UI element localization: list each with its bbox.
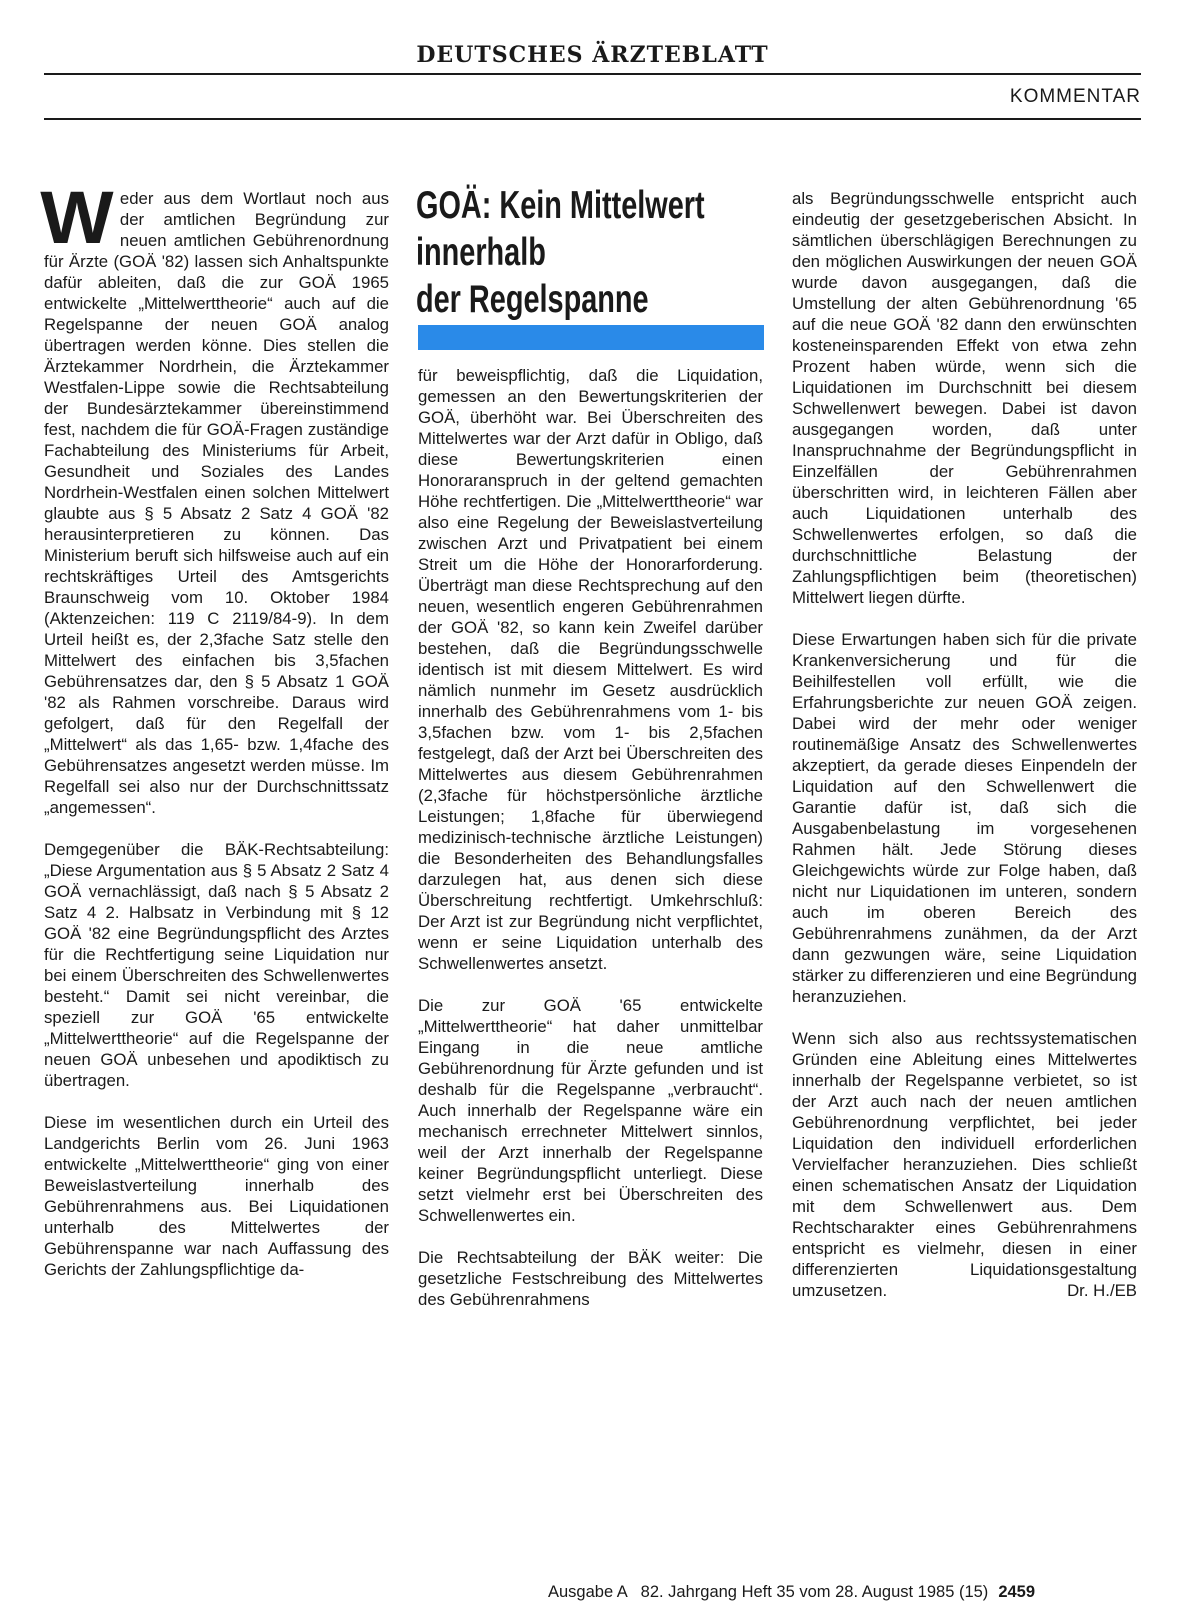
article-headline	[416, 182, 705, 323]
article-column-3	[792, 188, 1137, 1322]
article-column-1	[40, 176, 389, 1301]
issue-info: Ausgabe A 82. Jahrgang Heft 35 vom 28. August 1985 (15)	[548, 1583, 989, 1601]
headline-line: innerhalb	[416, 231, 546, 274]
paragraph	[792, 1028, 1137, 1301]
paragraph: Die zur GOÄ '65 entwickelte „Mittelwerttheorie“ hat daher unmittelbar Eingang in die neue amtliche Gebührenordnung für Ärzte gefunden und ist deshalb für die Regelspanne „verbraucht“. Auch innerhalb der Regelspanne wäre ein mechanisch errechneter Mittelwert sinnlos, weil der Arzt innerhalb der Regelspanne keiner Begründungspflicht unterliegt. Diese setzt vielmehr erst bei Überschreiten des Schwellenwertes ein.	[418, 996, 763, 1225]
paragraph: für beweispflichtig, daß die Liquidation, gemessen an den Bewertungskriterien der GOÄ, überhöht war. Bei Überschreiten des Mittelwertes war der Arzt dafür in Obligo, daß diese Bewertungskriterien einen Honoraranspruch in der geltend gemachten Höhe rechtfertigen. Die „Mittelwerttheorie“ war also eine Regelung der Beweislastverteilung zwischen Arzt und Privatpatient bei einem Streit um die Höhe der Honorarforderung. Überträgt man diese Rechtsprechung auf den neuen, wesentlich engeren Gebührenrahmen der GOÄ '82, so kann kein Zweifel darüber bestehen, daß die Begründungsschwelle identisch ist mit diesem Mittelwert. Es wird nämlich nunmehr im Gesetz ausdrücklich innerhalb des Gebührenrahmens vom 1- bis 3,5fachen bzw. vom 1- bis 2,5fachen festgelegt, daß der Arzt bei Überschreiten des Mittelwertes aus diesem Gebührenrahmen (2,3fache für höchstpersönliche ärztliche Leistungen; 1,8fache für überwiegend medizinisch-technische ärztliche Leistungen) die Besonderheiten des Behandlungsfalles darzulegen hat, aus denen sich diese Überschreitung rechtfertigt. Umkehrschluß: Der Arzt ist zur Begründung nicht verpflichtet, wenn er seine Liquidation unterhalb des Schwellenwertes ansetzt.	[418, 366, 763, 973]
article-column-2	[418, 365, 763, 1331]
paragraph-text: eder aus dem Wortlaut noch aus der amtlichen Begründung zur neuen amtlichen Gebührenordnung für Ärzte (GOÄ '82) lassen sich Anhaltspunkte dafür ableiten, daß die zur GOÄ 1965 entwickelte „Mittelwerttheorie“ auch auf die Regelspanne der neuen GOÄ analog übertragen werden könne. Dies stellen die Ärztekammer Nordrhein, die Ärztekammer Westfalen-Lippe sowie die Rechtsabteilung der Bundesärztekammer übereinstimmend fest, nachdem die für GOÄ-Fragen zuständige Fachabteilung des Ministeriums für Arbeit, Gesundheit und Soziales des Landes Nordrhein-Westfalen einen solchen Mittelwert glaubte aus § 5 Absatz 2 Satz 4 GOÄ '82 herausinterpretieren zu können. Das Ministerium beruft sich hilfsweise auch auf ein rechtskräftiges Urteil des Amtsgerichts Braunschweig vom 10. Oktober 1984 (Aktenzeichen: 119 C 2119/84-9). In dem Urteil heißt es, der 2,3fache Satz stelle den Mittelwert des einfachen bis 3,5fachen Gebührensatzes dar, den § 5 Absatz 1 GOÄ '82 als Rahmen vorschreibe. Daraus wird gefolgert, daß für den Regelfall der „Mittelwert“ als das 1,65- bzw. 1,4fache des Gebührensatzes angesetzt werden müsse. Im Regelfall sei also nur der Durchschnittssatz „angemessen“.	[44, 189, 389, 817]
author-signature: Dr. H./EB	[1067, 1281, 1137, 1300]
paragraph: Diese im wesentlichen durch ein Urteil des Landgerichts Berlin vom 26. Juni 1963 entwickelte „Mittelwerttheorie“ ging von einer Beweislastverteilung innerhalb des Gebührenrahmens aus. Bei Liquidationen unterhalb des Mittelwertes der Gebührenspanne war nach Auffassung des Gerichts der Zahlungspflichtige da-	[44, 1113, 389, 1279]
paragraph: Demgegenüber die BÄK-Rechtsabteilung: „Diese Argumentation aus § 5 Absatz 2 Satz 4 GOÄ vernachlässigt, daß nach § 5 Absatz 2 Satz 4 2. Halbsatz in Verbindung mit § 12 GOÄ '82 eine Begründungspflicht des Arztes für die Rechtfertigung seine Liquidation nur bei einem Überschreiten des Schwellenwertes besteht.“ Damit sei nicht vereinbar, die speziell zur GOÄ '65 entwickelte „Mittelwerttheorie“ auf die Regelspanne der neuen GOÄ unbesehen und apodiktisch zu übertragen.	[44, 840, 389, 1090]
page-footer	[548, 1583, 1035, 1602]
headline-line: der Regelspanne	[416, 278, 649, 321]
drop-cap: W	[40, 176, 114, 259]
masthead-rule	[44, 73, 1141, 75]
publication-masthead: DEUTSCHES ÄRZTEBLATT	[416, 42, 769, 68]
paragraph-text: Wenn sich also aus rechtssystematischen Gründen eine Ableitung eines Mittelwertes innerhalb der Regelspanne verbietet, so ist der Arzt auch nach der neuen amtlichen Gebührenordnung verpflichtet, bei jeder Liquidation den individuell erforderlichen Vervielfacher heranzuziehen. Dies schließt einen schematischen Ansatz der Liquidation mit dem Schwellenwert aus. Dem Rechtscharakter eines Gebührenrahmens entspricht es vielmehr, diesen in einer differenzierten Liquidationsgestaltung umzusetzen.	[792, 1029, 1137, 1300]
section-label: KOMMENTAR	[1009, 86, 1141, 107]
paragraph: Diese Erwartungen haben sich für die private Krankenversicherung und für die Beihilfestellen voll erfüllt, wie die Erfahrungsberichte zur neuen GOÄ zeigen. Dabei wird der mehr oder weniger routinemäßige Ansatz des Schwellenwertes akzeptiert, da gerade dieses Einpendeln der Liquidation auf den Schwellenwert die Garantie dafür ist, daß sich die Ausgabenbelastung im vorgesehenen Rahmen hält. Jede Störung dieses Gleichgewichts würde zur Folge haben, daß nicht nur Liquidationen im unteren, sondern auch im oberen Bereich des Gebührenrahmens zunähmen, da der Arzt dann gezwungen wäre, seine Liquidation stärker zu differenzieren und eine Begründung heranzuziehen.	[792, 630, 1137, 1006]
section-rule	[44, 118, 1141, 120]
headline-line: GOÄ: Kein Mittelwert	[416, 184, 705, 227]
paragraph: Die Rechtsabteilung der BÄK weiter: Die gesetzliche Festschreibung des Mittelwertes des Gebührenrahmens	[418, 1248, 763, 1309]
headline-accent-bar	[418, 325, 764, 350]
paragraph: als Begründungsschwelle entspricht auch eindeutig der gesetzgeberischen Absicht. In sämtlichen überschlägigen Berechnungen zu den möglichen Auswirkungen der neuen GOÄ wurde davon ausgegangen, daß die Umstellung der alten Gebührenordnung '65 auf die neue GOÄ '82 dann den erwünschten kosteneinsparenden Effekt von etwa zehn Prozent haben würde, wenn sich die Liquidationen im Durchschnitt bei diesem Schwellenwert bewegen. Dabei ist davon ausgegangen worden, daß unter Inanspruchnahme der Begründungspflicht in Einzelfällen der Gebührenrahmen überschritten wird, in leichteren Fällen aber auch Liquidationen unterhalb des Schwellenwertes erfolgen, so daß die durchschnittliche Belastung der Zahlungspflichtigen beim (theoretischen) Mittelwert liegen dürfte.	[792, 189, 1137, 607]
page-number: 2459	[998, 1583, 1036, 1601]
paragraph	[40, 176, 389, 818]
